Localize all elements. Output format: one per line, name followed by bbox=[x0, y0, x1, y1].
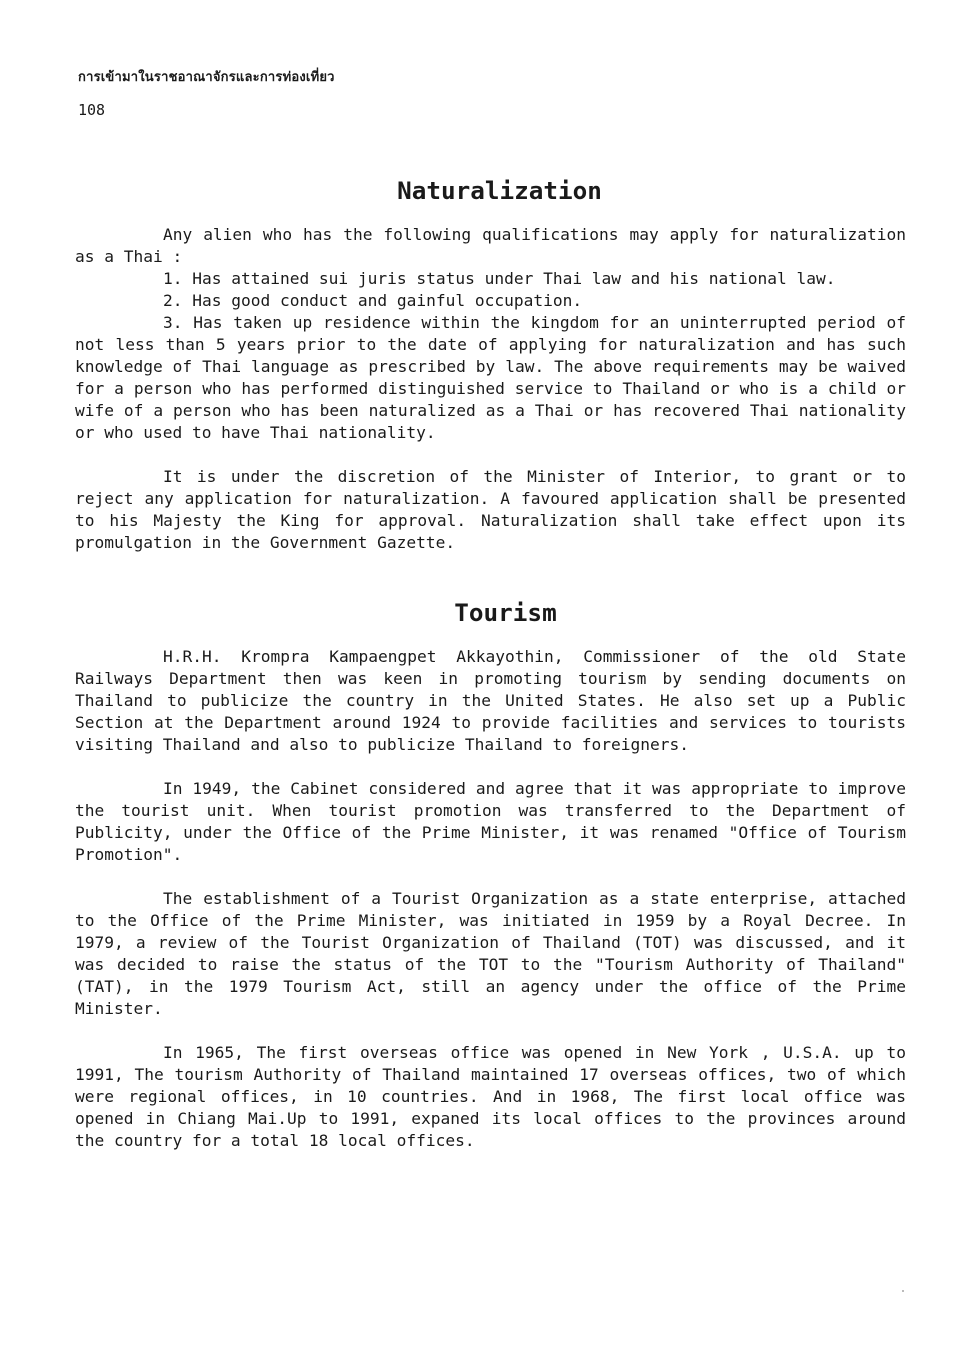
section-title-tourism: Tourism bbox=[454, 598, 557, 627]
tourism-paragraph: The establishment of a Tourist Organization as a state enterprise, attached to the Office of the Prime Minister, was initiated in 1959 by a Royal Decree. In 1979, a review of the Tourist Organization of Thailand (TOT) was discussed, and it was decided to raise the status of the TOT to the "Tourism Authority of Thailand" (TAT), in the 1979 Tourism Act, still an agency under the office of the Prime Minister. bbox=[75, 889, 906, 1018]
scan-speck bbox=[902, 1290, 904, 1292]
page-body bbox=[75, 176, 906, 1152]
tourism-paragraph: H.R.H. Krompra Kampaengpet Akkayothin, Commissioner of the old State Railways Department then was keen in promoting tourism by sending documents on Thailand to publicize the country in the United States. He also set up a Public Section at the Department around 1924 to provide facilities and services to tourists visiting Thailand and also to publicize Thailand to foreigners. bbox=[75, 647, 906, 754]
section-title-naturalization: Naturalization bbox=[397, 176, 602, 205]
page-number: 108 bbox=[78, 101, 106, 119]
running-head: การเข้ามาในราชอาณาจักรและการท่องเที่ยว bbox=[78, 70, 335, 85]
naturalization-discretion-paragraph: It is under the discretion of the Minister of Interior, to grant or to reject any application for naturalization. A favoured application shall be presented to his Majesty the King for approval. Naturalization shall take effect upon its promulgation in the Government Gazette. bbox=[75, 467, 906, 552]
qualification-item-1: 1. Has attained sui juris status under Thai law and his national law. bbox=[163, 269, 836, 288]
qualification-item-2: 2. Has good conduct and gainful occupation. bbox=[163, 291, 583, 310]
tourism-paragraph: In 1949, the Cabinet considered and agree that it was appropriate to improve the tourist unit. When tourist promotion was transferred to the Department of Publicity, under the Office of the Prime Minister, it was renamed "Office of Tourism Promotion". bbox=[75, 779, 906, 864]
tourism-paragraph: In 1965, The first overseas office was opened in New York , U.S.A. up to 1991, The tourism Authority of Thailand maintained 17 overseas offices, two of which were regional offices, in 10 countries. And in 1968, The first local office was opened in Chiang Mai.Up to 1991, expaned its local offices to the provinces around the country for a total 18 local offices. bbox=[75, 1043, 906, 1150]
qualification-item-3: 3. Has taken up residence within the kingdom for an uninterrupted period of not less than 5 years prior to the date of applying for naturalization and has such knowledge of Thai language as prescribed by law. The above requirements may be waived for a person who has performed distinguished service to Thailand or who is a child or wife of a person who has been naturalized as a Thai or has recovered Thai nationality or who used to have Thai nationality. bbox=[75, 313, 906, 442]
naturalization-intro: Any alien who has the following qualifications may apply for naturalization as a Thai : bbox=[75, 225, 906, 266]
